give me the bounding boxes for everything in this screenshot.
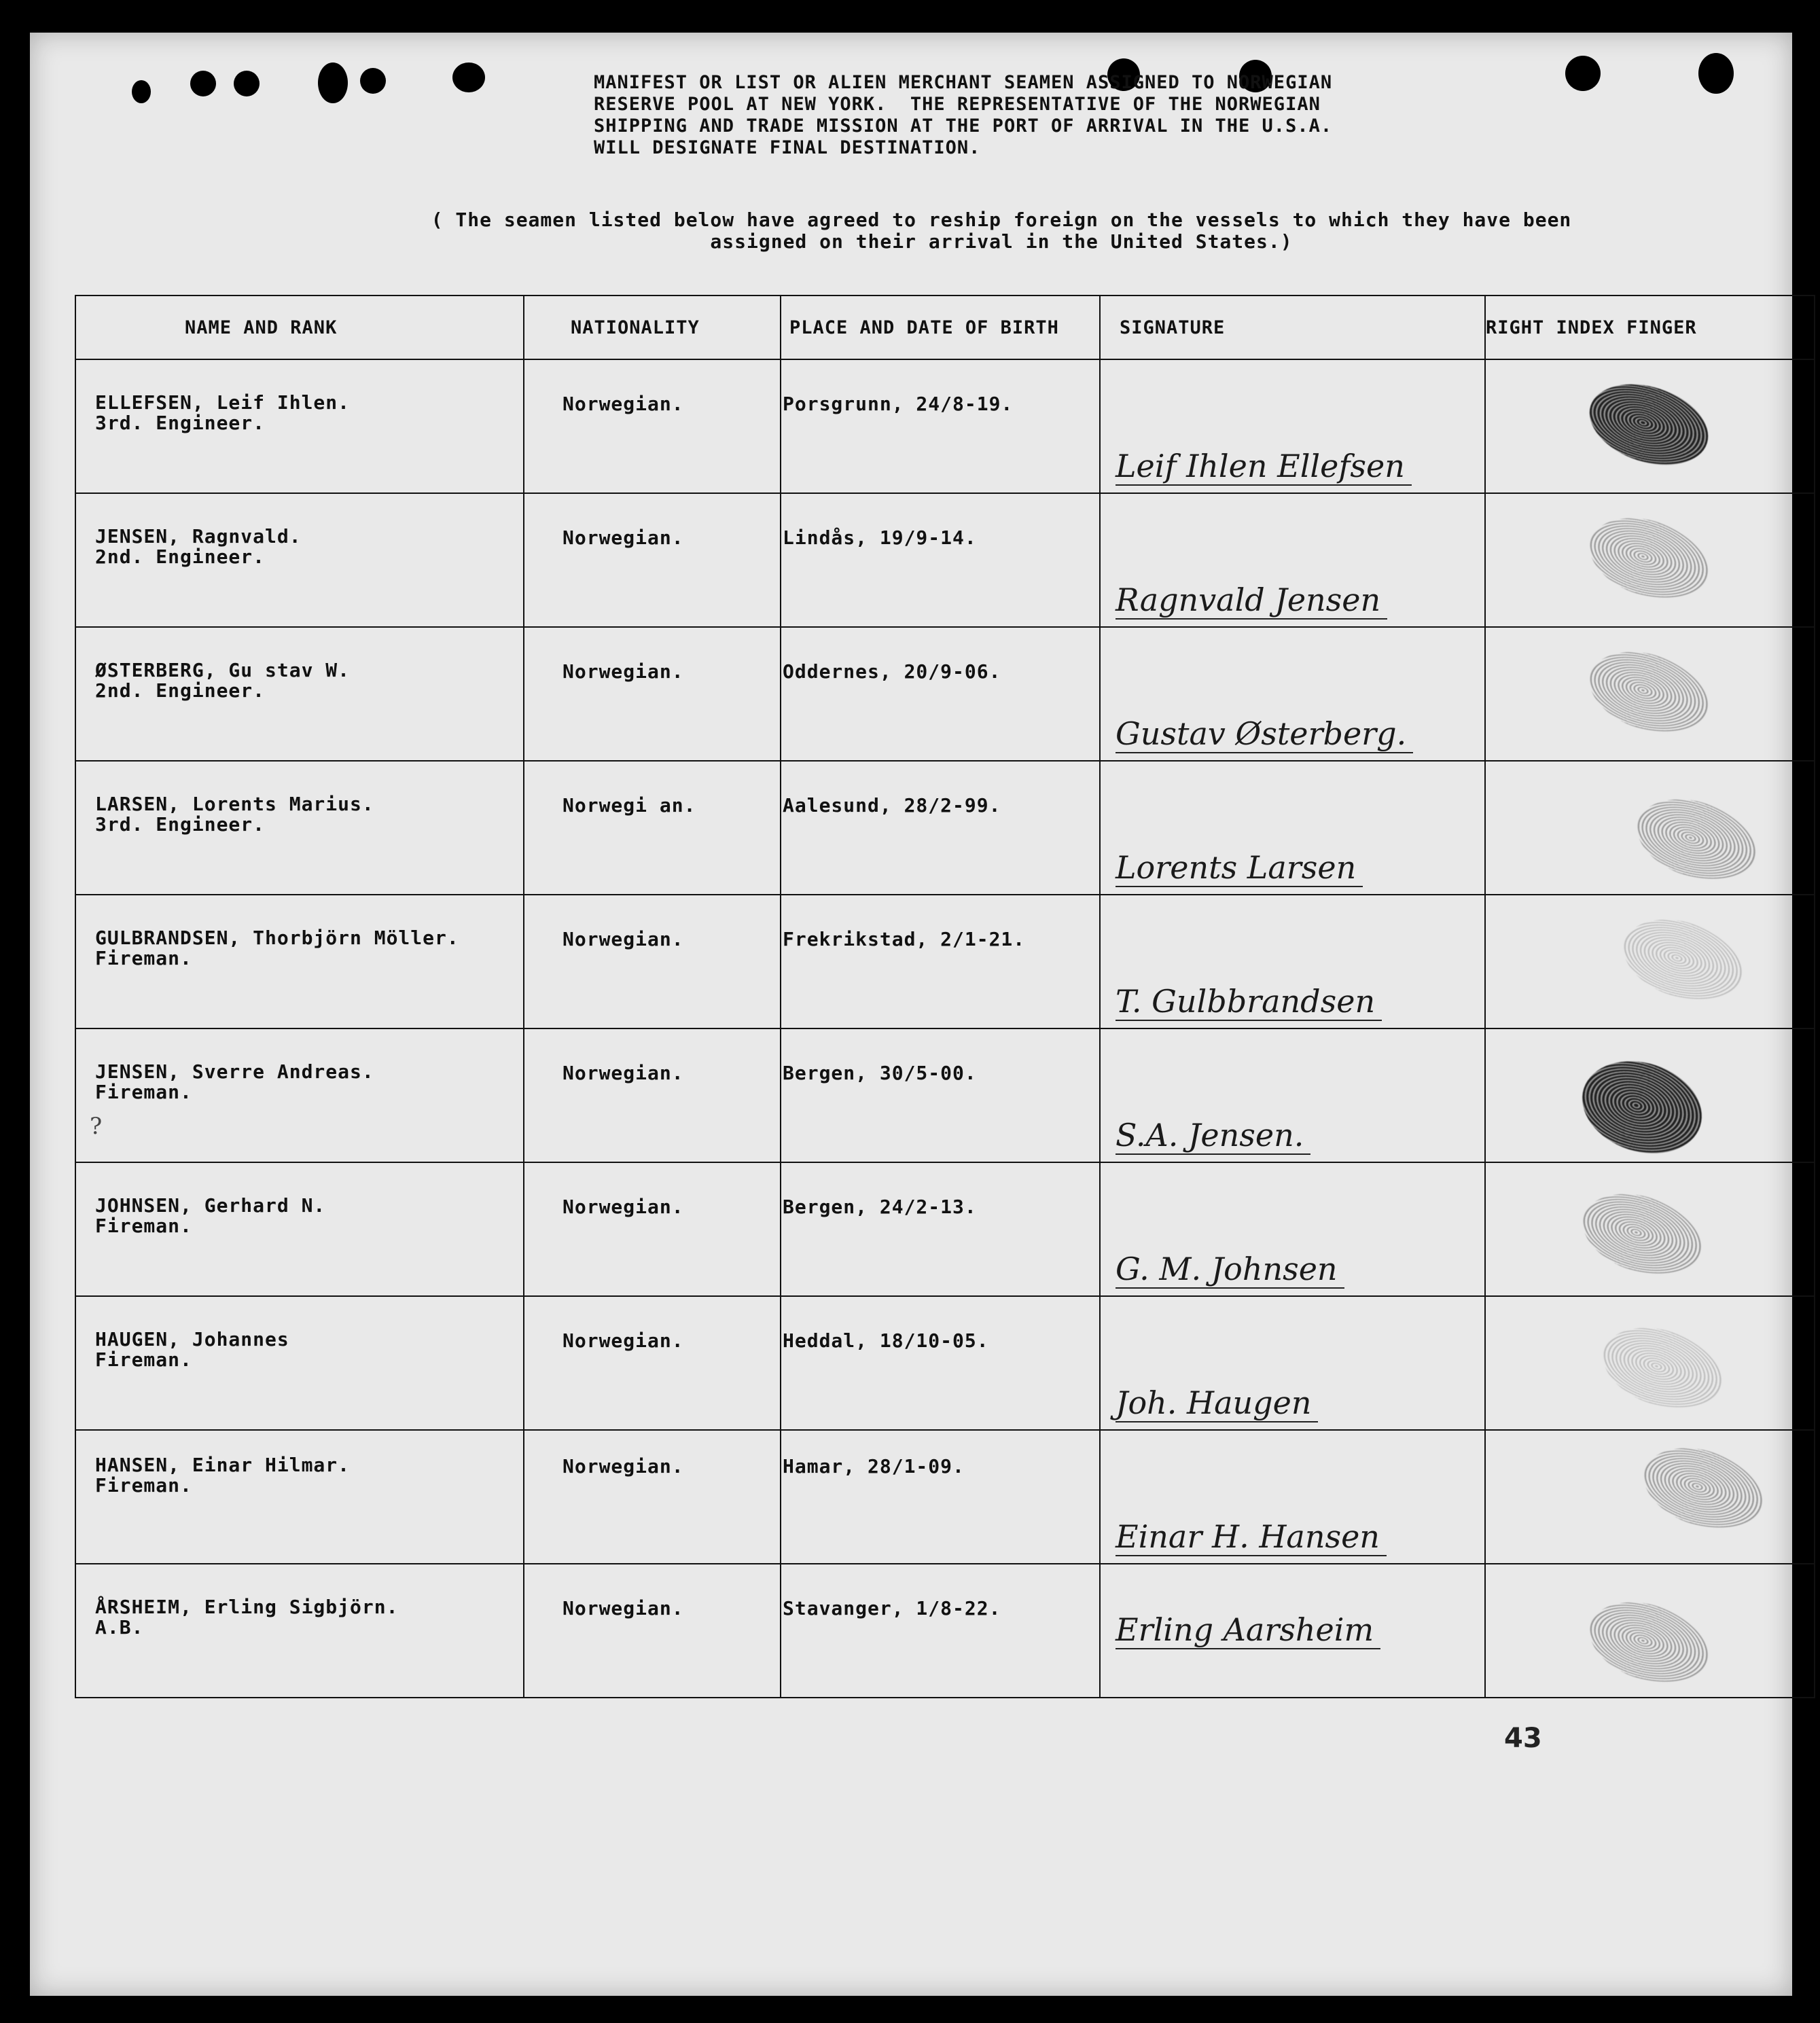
signature-cell [1100,627,1485,761]
handwritten-signature: Gustav Østerberg. [1116,715,1413,753]
fingerprint-cell [1485,1028,1815,1162]
birth-value: Bergen, 30/5-00. [783,1062,977,1084]
fingerprint-cell [1485,493,1815,627]
nationality-value: Norwegian. [563,928,684,950]
punch-hole [360,68,386,94]
seaman-name: ELLEFSEN, Leif Ihlen. [95,391,351,414]
fingerprint-image [1572,1180,1711,1289]
seaman-name: GULBRANDSEN, Thorbjörn Möller. [95,927,459,949]
signature-cell [1100,895,1485,1028]
table-row [75,1564,1815,1698]
handwritten-signature: Einar H. Hansen [1116,1518,1387,1556]
name-cell [75,627,524,761]
seaman-name: LARSEN, Lorents Marius. [95,793,374,815]
table-row [75,359,1815,493]
fingerprint-image [1570,1046,1713,1168]
fingerprint-cell [1485,359,1815,493]
handwritten-signature: Joh. Haugen [1116,1384,1318,1422]
birth-cell [781,1430,1100,1564]
handwritten-signature: Leif Ihlen Ellefsen [1116,448,1412,486]
signature-cell [1100,761,1485,895]
title-line: RESERVE POOL AT NEW YORK. THE REPRESENTATIVE OF THE NORWEGIAN [594,94,1321,115]
seaman-rank: Fireman. [95,1215,192,1237]
name-cell [75,895,524,1028]
nationality-value: Norwegian. [563,393,684,415]
birth-value: Heddal, 18/10-05. [783,1329,989,1352]
name-cell [75,1162,524,1296]
seamen-table [75,295,1815,1698]
seaman-name: HAUGEN, Johannes [95,1328,289,1350]
fingerprint-cell [1485,895,1815,1028]
fingerprint-cell [1485,1430,1815,1564]
nationality-value: Norwegian. [563,526,684,549]
signature-cell [1100,1162,1485,1296]
birth-value: Stavanger, 1/8-22. [783,1597,1001,1619]
nationality-value: Norwegian. [563,1196,684,1218]
name-cell [75,493,524,627]
birth-cell [781,761,1100,895]
fingerprint-cell [1485,1162,1815,1296]
fingerprint-image [1592,1314,1732,1422]
fingerprint-image [1626,785,1766,894]
birth-value: Oddernes, 20/9-06. [783,660,1001,683]
fingerprint-image [1579,638,1718,747]
table-row [75,1430,1815,1564]
birth-cell [781,1162,1100,1296]
nationality-cell [524,359,781,493]
name-cell [75,761,524,895]
birth-value: Hamar, 28/1-09. [783,1455,965,1478]
manifest-page [30,33,1792,1996]
note-line: assigned on their arrival in the United States.) [710,230,1293,253]
punch-hole [190,71,216,96]
header-finger: RIGHT INDEX FINGER [1485,296,1815,359]
fingerprint-image [1579,1588,1718,1697]
seaman-rank: 3rd. Engineer. [95,412,266,434]
birth-value: Bergen, 24/2-13. [783,1196,977,1218]
table-row [75,761,1815,895]
header-birth: PLACE AND DATE OF BIRTH [781,296,1100,359]
punch-hole [318,62,348,103]
nationality-value: Norwegian. [563,1597,684,1619]
fingerprint-cell [1485,627,1815,761]
nationality-cell [524,895,781,1028]
birth-value: Porsgrunn, 24/8-19. [783,393,1014,415]
fingerprint-cell [1485,1296,1815,1430]
signature-cell [1100,1028,1485,1162]
seaman-rank: Fireman. [95,1474,192,1497]
seaman-rank: A.B. [95,1616,144,1639]
seaman-name: ØSTERBERG, Gu stav W. [95,659,351,681]
birth-cell [781,1564,1100,1698]
birth-value: Lindås, 19/9-14. [783,526,977,549]
punch-hole [452,62,485,92]
table-row [75,493,1815,627]
nationality-cell [524,761,781,895]
nationality-cell [524,1430,781,1564]
birth-cell [781,1296,1100,1430]
title-line: SHIPPING AND TRADE MISSION AT THE PORT OF ARRIVAL IN THE U.S.A. [594,115,1333,137]
punch-hole [132,80,151,103]
punch-hole [1565,56,1601,91]
nationality-value: Norwegian. [563,1455,684,1478]
birth-value: Aalesund, 28/2-99. [783,794,1001,817]
table-row [75,1028,1815,1162]
nationality-cell [524,1028,781,1162]
name-cell [75,1430,524,1564]
fingerprint-image [1579,504,1718,613]
seaman-rank: 2nd. Engineer. [95,545,266,568]
handwritten-signature: Lorents Larsen [1116,849,1363,887]
punch-hole [234,71,260,96]
seaman-rank: Fireman. [95,1081,192,1103]
nationality-cell [524,627,781,761]
signature-cell [1100,1564,1485,1698]
name-cell [75,1296,524,1430]
nationality-cell [524,1296,781,1430]
table-row [75,895,1815,1028]
birth-cell [781,1028,1100,1162]
seaman-name: ÅRSHEIM, Erling Sigbjörn. [95,1596,399,1618]
birth-cell [781,359,1100,493]
nationality-value: Norwegian. [563,1062,684,1084]
name-cell [75,359,524,493]
seaman-rank: Fireman. [95,947,192,969]
header-signature: SIGNATURE [1100,296,1485,359]
fingerprint-cell [1485,1564,1815,1698]
seaman-rank: 2nd. Engineer. [95,679,266,702]
page-number: 43 [1504,1723,1542,1754]
birth-cell [781,627,1100,761]
signature-cell [1100,1430,1485,1564]
table-header-row [75,296,1815,359]
nationality-cell [524,1564,781,1698]
title-line: WILL DESIGNATE FINAL DESTINATION. [594,137,981,158]
title-line: MANIFEST OR LIST OR ALIEN MERCHANT SEAMEN ASSIGNED TO NORWEGIAN [594,72,1333,93]
nationality-cell [524,1162,781,1296]
nationality-cell [524,493,781,627]
nationality-value: Norwegian. [563,1329,684,1352]
fingerprint-image [1613,906,1752,1014]
handwritten-signature: S.A. Jensen. [1116,1117,1310,1155]
name-cell [75,1564,524,1698]
table-row [75,1162,1815,1296]
signature-cell [1100,493,1485,627]
table-row [75,1296,1815,1430]
note-line: ( The seamen listed below have agreed to reship foreign on the vessels to which they have been [431,209,1572,231]
birth-cell [781,895,1100,1028]
header-name-rank: NAME AND RANK [75,296,524,359]
seaman-rank: 3rd. Engineer. [95,813,266,836]
name-cell [75,1028,524,1162]
manifest-title [594,72,1477,159]
agreement-note [370,209,1633,253]
seaman-rank: Fireman. [95,1348,192,1371]
signature-cell [1100,359,1485,493]
birth-value: Frekrikstad, 2/1-21. [783,928,1026,950]
handwritten-signature: T. Gulbbrandsen [1116,983,1382,1021]
handwritten-signature: G. M. Johnsen [1116,1251,1344,1289]
nationality-value: Norwegi an. [563,794,696,817]
seaman-name: HANSEN, Einar Hilmar. [95,1454,351,1476]
punch-hole [1698,53,1734,94]
fingerprint-cell [1485,761,1815,895]
table-row [75,627,1815,761]
margin-mark: ? [90,1113,103,1140]
nationality-value: Norwegian. [563,660,684,683]
birth-cell [781,493,1100,627]
handwritten-signature: Erling Aarsheim [1116,1611,1380,1649]
fingerprint-image [1633,1434,1772,1543]
seaman-name: JENSEN, Sverre Andreas. [95,1060,374,1083]
handwritten-signature: Ragnvald Jensen [1116,581,1387,620]
header-nationality: NATIONALITY [524,296,781,359]
seaman-name: JENSEN, Ragnvald. [95,525,302,548]
signature-cell [1100,1296,1485,1430]
fingerprint-image [1579,370,1718,479]
seaman-name: JOHNSEN, Gerhard N. [95,1194,326,1217]
